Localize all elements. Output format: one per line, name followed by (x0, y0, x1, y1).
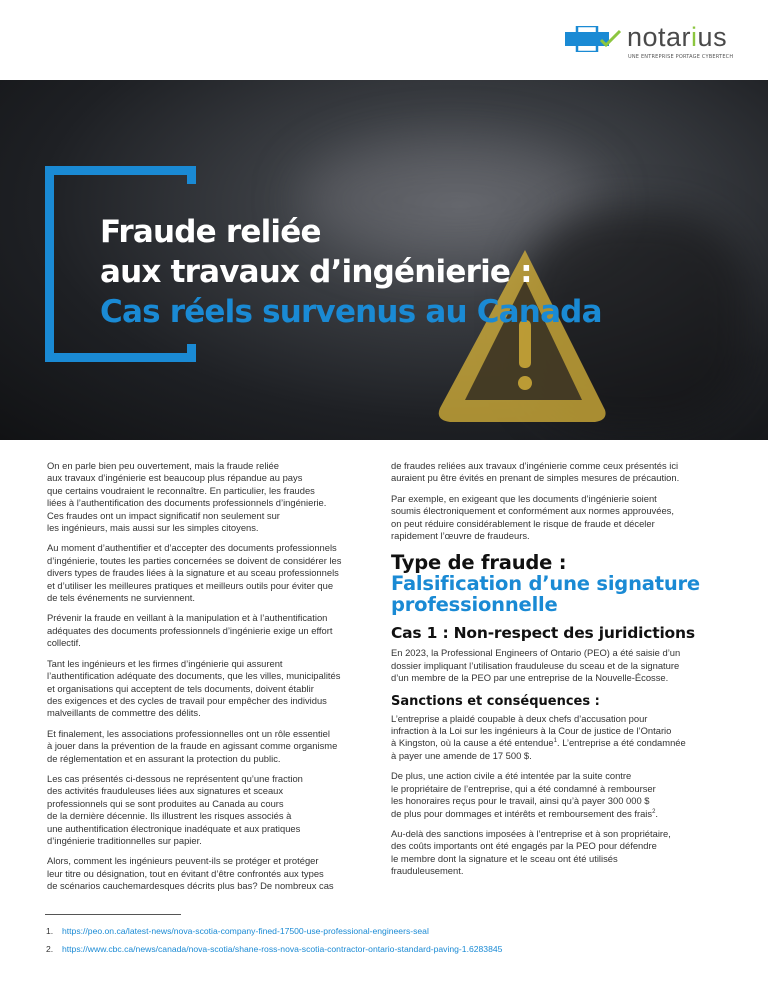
footnote-divider (45, 914, 181, 915)
logo-wordmark: notarius (627, 22, 728, 52)
footnote-link[interactable]: https://peo.on.ca/latest-news/nova-scotia-company-fined-17500-use-professional-engineers-seal (62, 926, 429, 936)
title-line-2: aux travaux d’ingénierie : (100, 254, 532, 290)
paragraph: Au moment d’authentifier et d’accepter des documents professionnels d’ingénierie, toutes les parties concernées se doivent de considérer les divers types de fraudes liées à la signature et au sceau professionnels et d’utiliser les meilleures pratiques et meilleurs outils pour éviter que de tels événements ne surviennent. (47, 542, 342, 604)
fraud-type-heading (391, 552, 726, 615)
sanctions-paragraph: Au-delà des sanctions imposées à l’entreprise et à son propriétaire, des coûts importants ont été engagés par la PEO pour défendre le membre dont la signature et le sceau ont été utilisés frauduleusement. (391, 827, 671, 877)
sanctions-heading: Sanctions et conséquences : (391, 693, 600, 709)
paragraph: Les cas présentés ci-dessous ne représentent qu’une fraction des activités frauduleuses liées aux signatures et sceaux professionnels qui se sont produites au Canada au cours de la dernière décennie. Ils illustrent les risques associés à une authentification électronique inadéquate et aux pratiques d’ingénierie traditionnelles sur papier. (47, 772, 303, 846)
case-heading: Cas 1 : Non-respect des juridictions (391, 624, 695, 643)
logo-mark-icon (565, 26, 623, 52)
footnote-number: 2. (46, 944, 54, 954)
paragraph: On en parle bien peu ouvertement, mais la fraude reliée aux travaux d’ingénierie est beaucoup plus répandue au pays que certains voudraient le reconnaître. En particulier, les fraudes liées à l’authentification des documents professionnels d’ingénierie. Ces fraudes ont un impact significatif non seulement sur les ingénieurs, mais aussi sur les simples citoyens. (47, 460, 327, 534)
text: . L’entreprise a été condamnée à payer une amende de 17 500 $. (391, 737, 686, 761)
sanctions-paragraph (391, 770, 726, 820)
title-line-3: Cas réels survenus au Canada (100, 294, 602, 330)
fraud-type-label: Type de fraude : (391, 551, 567, 575)
paragraph: de fraudes reliées aux travaux d’ingénierie comme ceux présentés ici auraient pu être évités en prenant de simples mesures de précaution. (391, 460, 680, 484)
paragraph: Prévenir la fraude en veillant à la manipulation et à l’authentification adéquates des documents professionnels d’ingénierie exige un effort collectif. (47, 612, 333, 649)
footnote (46, 922, 502, 940)
page-title (100, 212, 602, 332)
logo-tagline: UNE ENTREPRISE PORTAGE CYBERTECH (628, 54, 734, 60)
footnotes (46, 922, 502, 958)
left-column (47, 460, 377, 901)
text: De plus, une action civile a été intentée par la suite contre le propriétaire de l’entreprise, qui a été condamné à rembourser les honoraires reçus pour le travail, ainsi qu’à payer 300 000 $ de plus pour dommages et intérêts et remboursement des frais (391, 770, 656, 819)
notarius-logo[interactable] (565, 22, 735, 64)
text: L’entreprise a plaidé coupable à deux chefs d’accusation pour infraction à la Loi sur les ingénieurs à la Cour de justice de l’Ontario à Kingston, où la cause a été entendue (391, 712, 672, 749)
right-column (391, 460, 726, 886)
fraud-type-title: Falsification d’une signature professionnelle (391, 572, 700, 617)
footnote-ref[interactable]: 2 (652, 808, 656, 815)
text: . (655, 807, 659, 819)
footnote-link[interactable]: https://www.cbc.ca/news/canada/nova-scotia/shane-ross-nova-scotia-contractor-ontario-standard-paving-1.6283845 (62, 944, 503, 954)
paragraph: Et finalement, les associations professionnelles ont un rôle essentiel à jouer dans la prévention de la fraude en agissant comme organisme de réglementation et en assurant la protection du public. (47, 727, 338, 764)
paragraph: Par exemple, en exigeant que les documents d’ingénierie soient soumis électroniquement et conformément aux normes approuvées, on peut réduire considérablement le risque de fraude et déceler rapidement l’œuvre de fraudeurs. (391, 492, 674, 542)
sanctions-paragraph (391, 713, 726, 763)
footnote-ref[interactable]: 1 (553, 738, 557, 745)
title-line-1: Fraude reliée (100, 214, 321, 250)
case-paragraph: En 2023, la Professional Engineers of Ontario (PEO) a été saisie d’un dossier impliquant l’utilisation frauduleuse du sceau et de la signature d’un membre de la PEO par une entreprise de la Nouvelle-Écosse. (391, 647, 681, 684)
footnote (46, 940, 502, 958)
paragraph: Tant les ingénieurs et les firmes d’ingénierie qui assurent l’authentification adéquate des documents, que les villes, municipalités et organisations qui acceptent de tels documents, doivent établir des exigences et des cycles de travail pour empêcher des individus malveillants de commettre des délits. (47, 657, 341, 719)
footnote-number: 1. (46, 926, 54, 936)
paragraph: Alors, comment les ingénieurs peuvent-ils se protéger et protéger leur titre ou désignation, tout en évitant d’être confrontés aux types de scénarios cauchemardesques décrits plus bas? De nombreux cas (47, 855, 334, 892)
